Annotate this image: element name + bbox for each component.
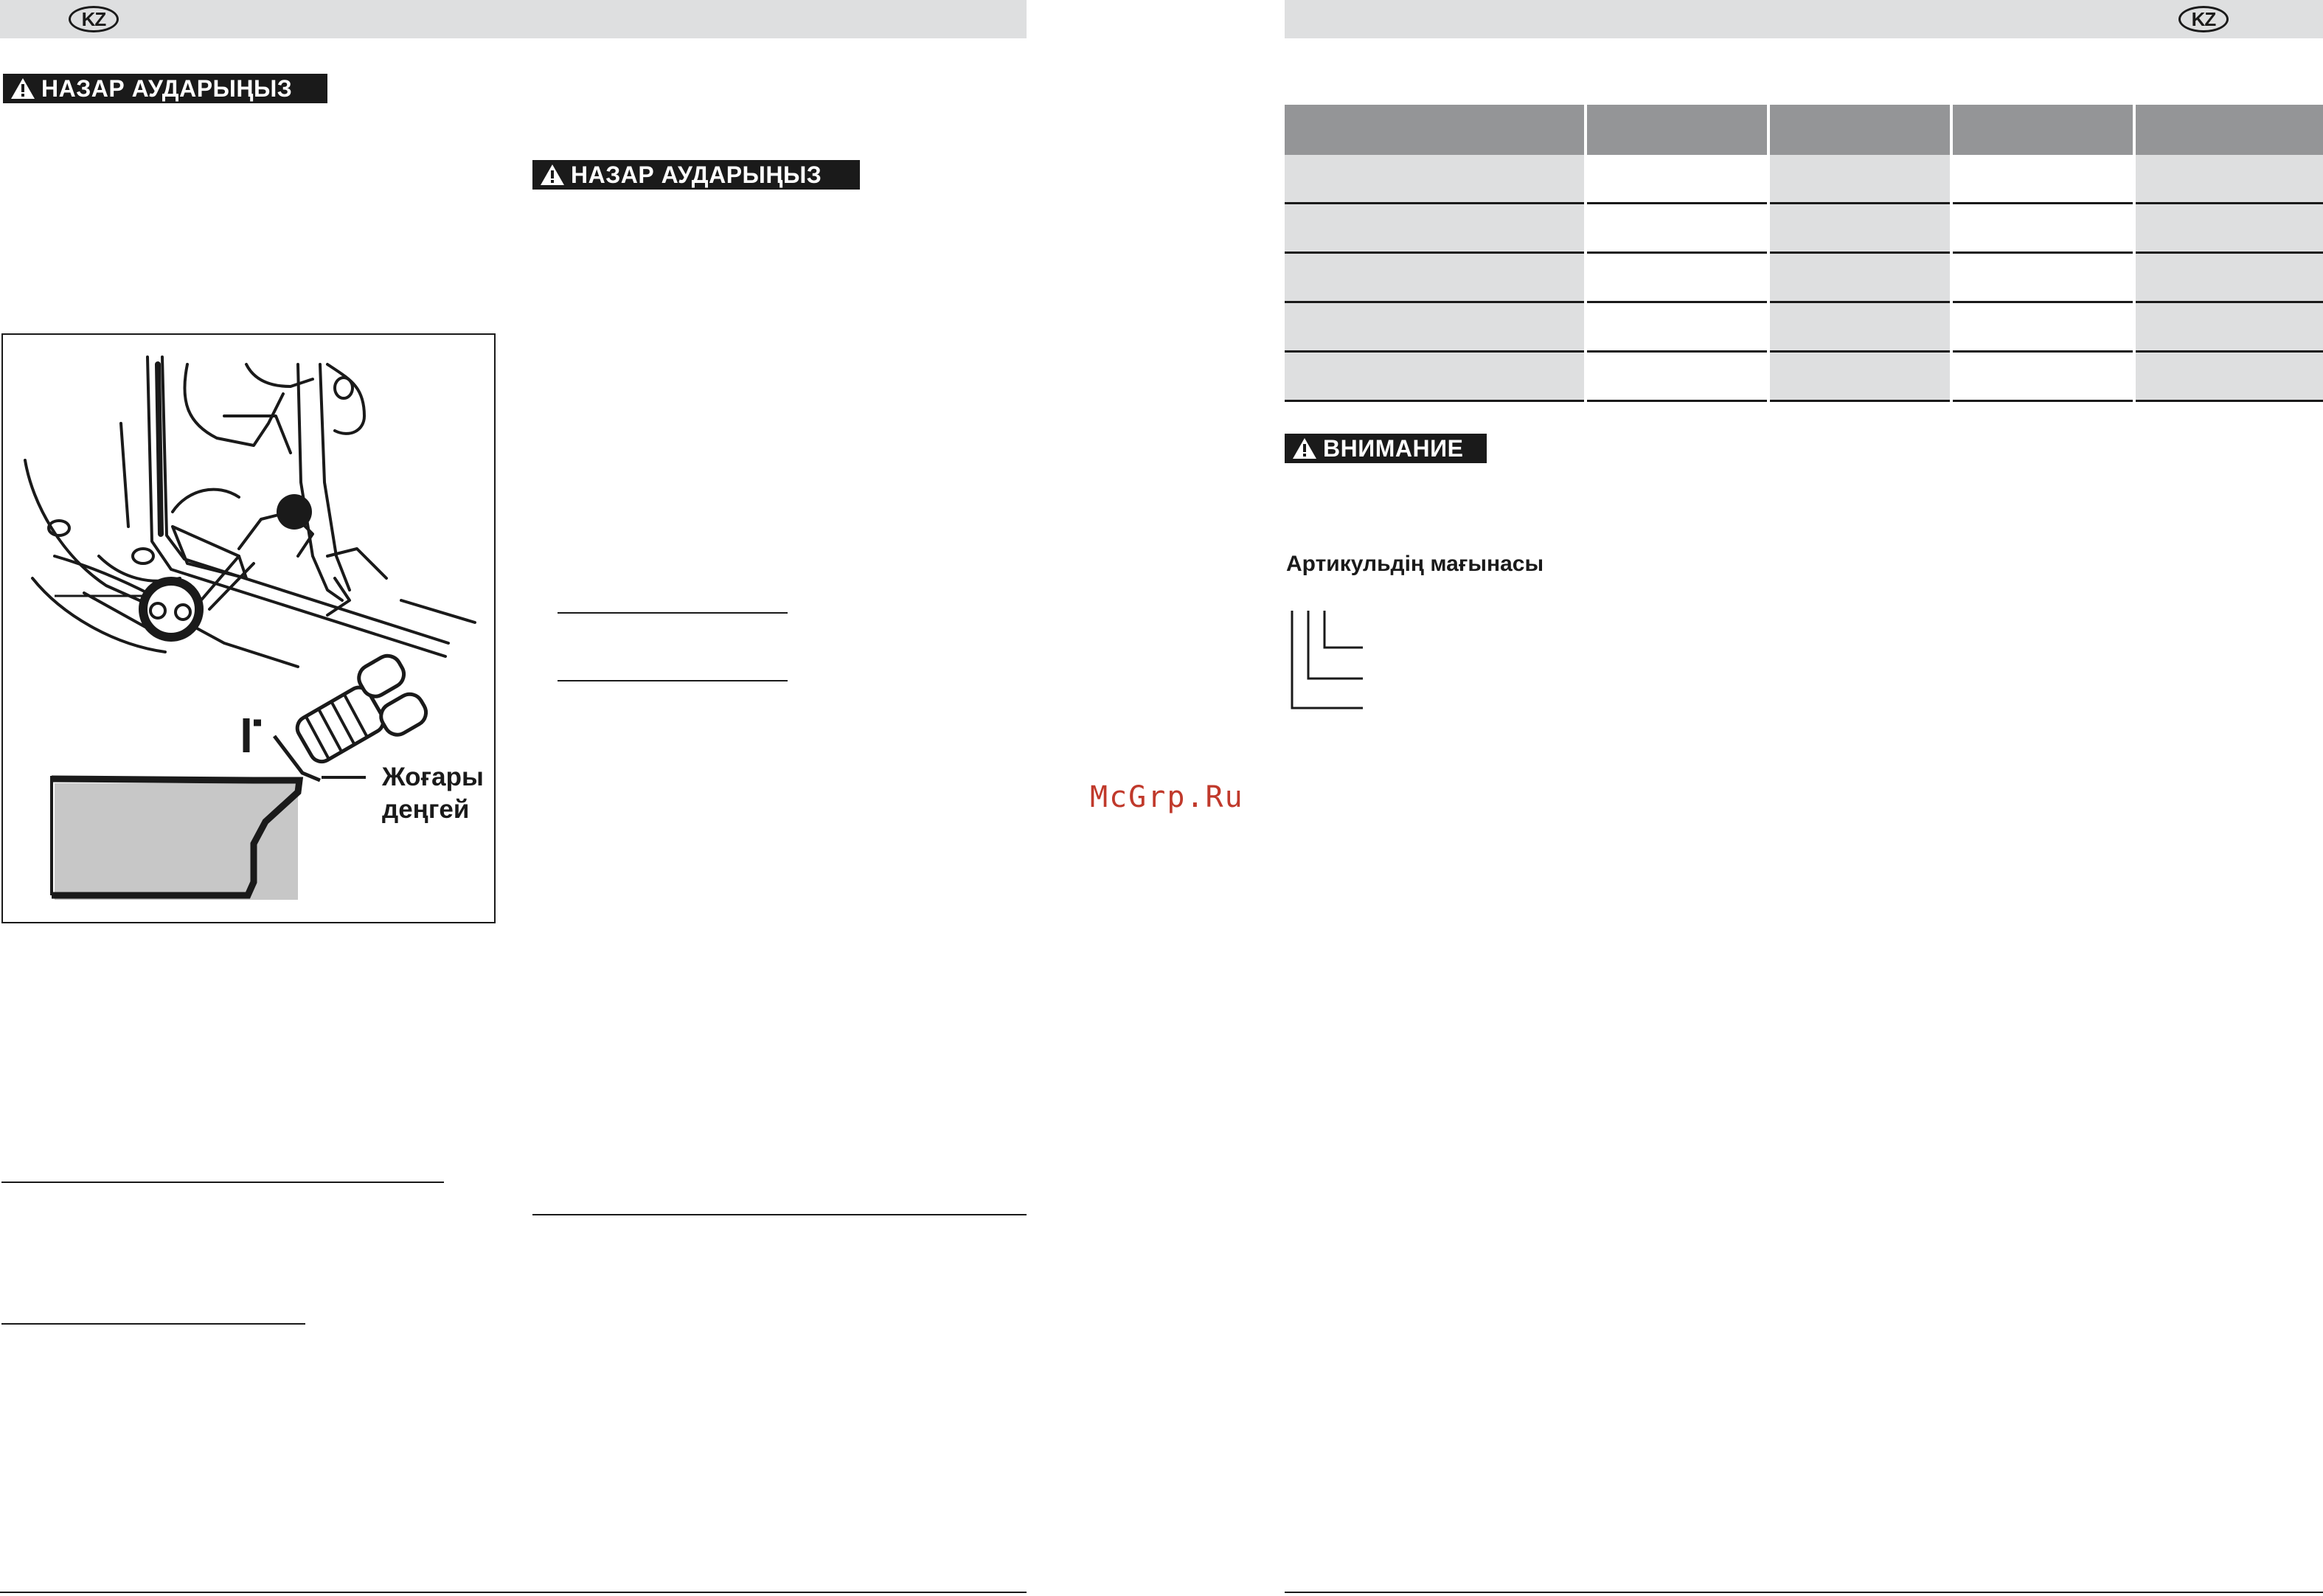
watermark: McGrp.Ru [1090,780,1244,814]
table-cell [1285,204,1586,253]
table-header-cell [1768,105,1951,155]
warning-triangle-icon [1292,437,1317,459]
table-cell [1586,204,1768,253]
table-row [1285,352,2323,401]
table-cell [1586,253,1768,302]
table-cell [1285,352,1586,401]
label-line-1: Жоғары [382,763,484,791]
left-warning-banner-1 [3,74,327,103]
table-cell [1951,253,2134,302]
warning-triangle-icon [540,164,565,186]
blank-line [1,1323,305,1325]
left-footer-rule [0,1592,1027,1593]
right-header-bar [1285,0,2323,38]
table-cell [1768,352,1951,401]
label-line-2: деңгей [382,795,470,824]
table-cell [1951,204,2134,253]
table-cell [2134,352,2323,401]
table-cell [1951,302,2134,352]
table-cell [1768,204,1951,253]
table-cell [2134,204,2323,253]
warning-label: НАЗАР АУДАРЫҢЫЗ [571,161,822,188]
table-cell [1285,302,1586,352]
blank-line [558,680,788,681]
table-row [1285,155,2323,204]
left-language-badge: KZ [69,6,119,32]
spec-table [1285,105,2323,402]
table-row [1285,204,2323,253]
table-header-cell [2134,105,2323,155]
blank-line [532,1214,1027,1215]
table-cell [2134,302,2323,352]
table-row [1285,253,2323,302]
table-cell [1586,155,1768,204]
table-cell [1951,155,2134,204]
table-cell [1768,253,1951,302]
warning-label: ВНИМАНИЕ [1323,434,1464,462]
left-header-bar [0,0,1027,38]
article-code-bracket-diagram [1286,609,1367,712]
table-row [1285,302,2323,352]
right-footer-rule [1285,1592,2323,1593]
table-cell [1586,302,1768,352]
figure-label-upper-level [382,761,484,826]
article-meaning-title: Артикульдің мағынасы [1286,552,1544,576]
table-header-cell [1951,105,2134,155]
right-language-badge: KZ [2178,6,2229,32]
table-header-row [1285,105,2323,155]
warning-label: НАЗАР АУДАРЫҢЫЗ [41,74,293,102]
right-warning-banner [1285,434,1487,463]
table-header-cell [1586,105,1768,155]
table-cell [2134,253,2323,302]
table-cell [1768,302,1951,352]
table-cell [1285,253,1586,302]
engine-oil-illustration [3,335,494,922]
table-cell [1768,155,1951,204]
left-warning-banner-2 [532,160,860,190]
table-cell [1285,155,1586,204]
table-cell [1586,352,1768,401]
table-cell [2134,155,2323,204]
table-header-cell [1285,105,1586,155]
warning-triangle-icon [10,77,35,100]
table-cell [1951,352,2134,401]
blank-line [558,612,788,614]
blank-line [1,1182,444,1183]
oil-level-figure [1,333,496,923]
